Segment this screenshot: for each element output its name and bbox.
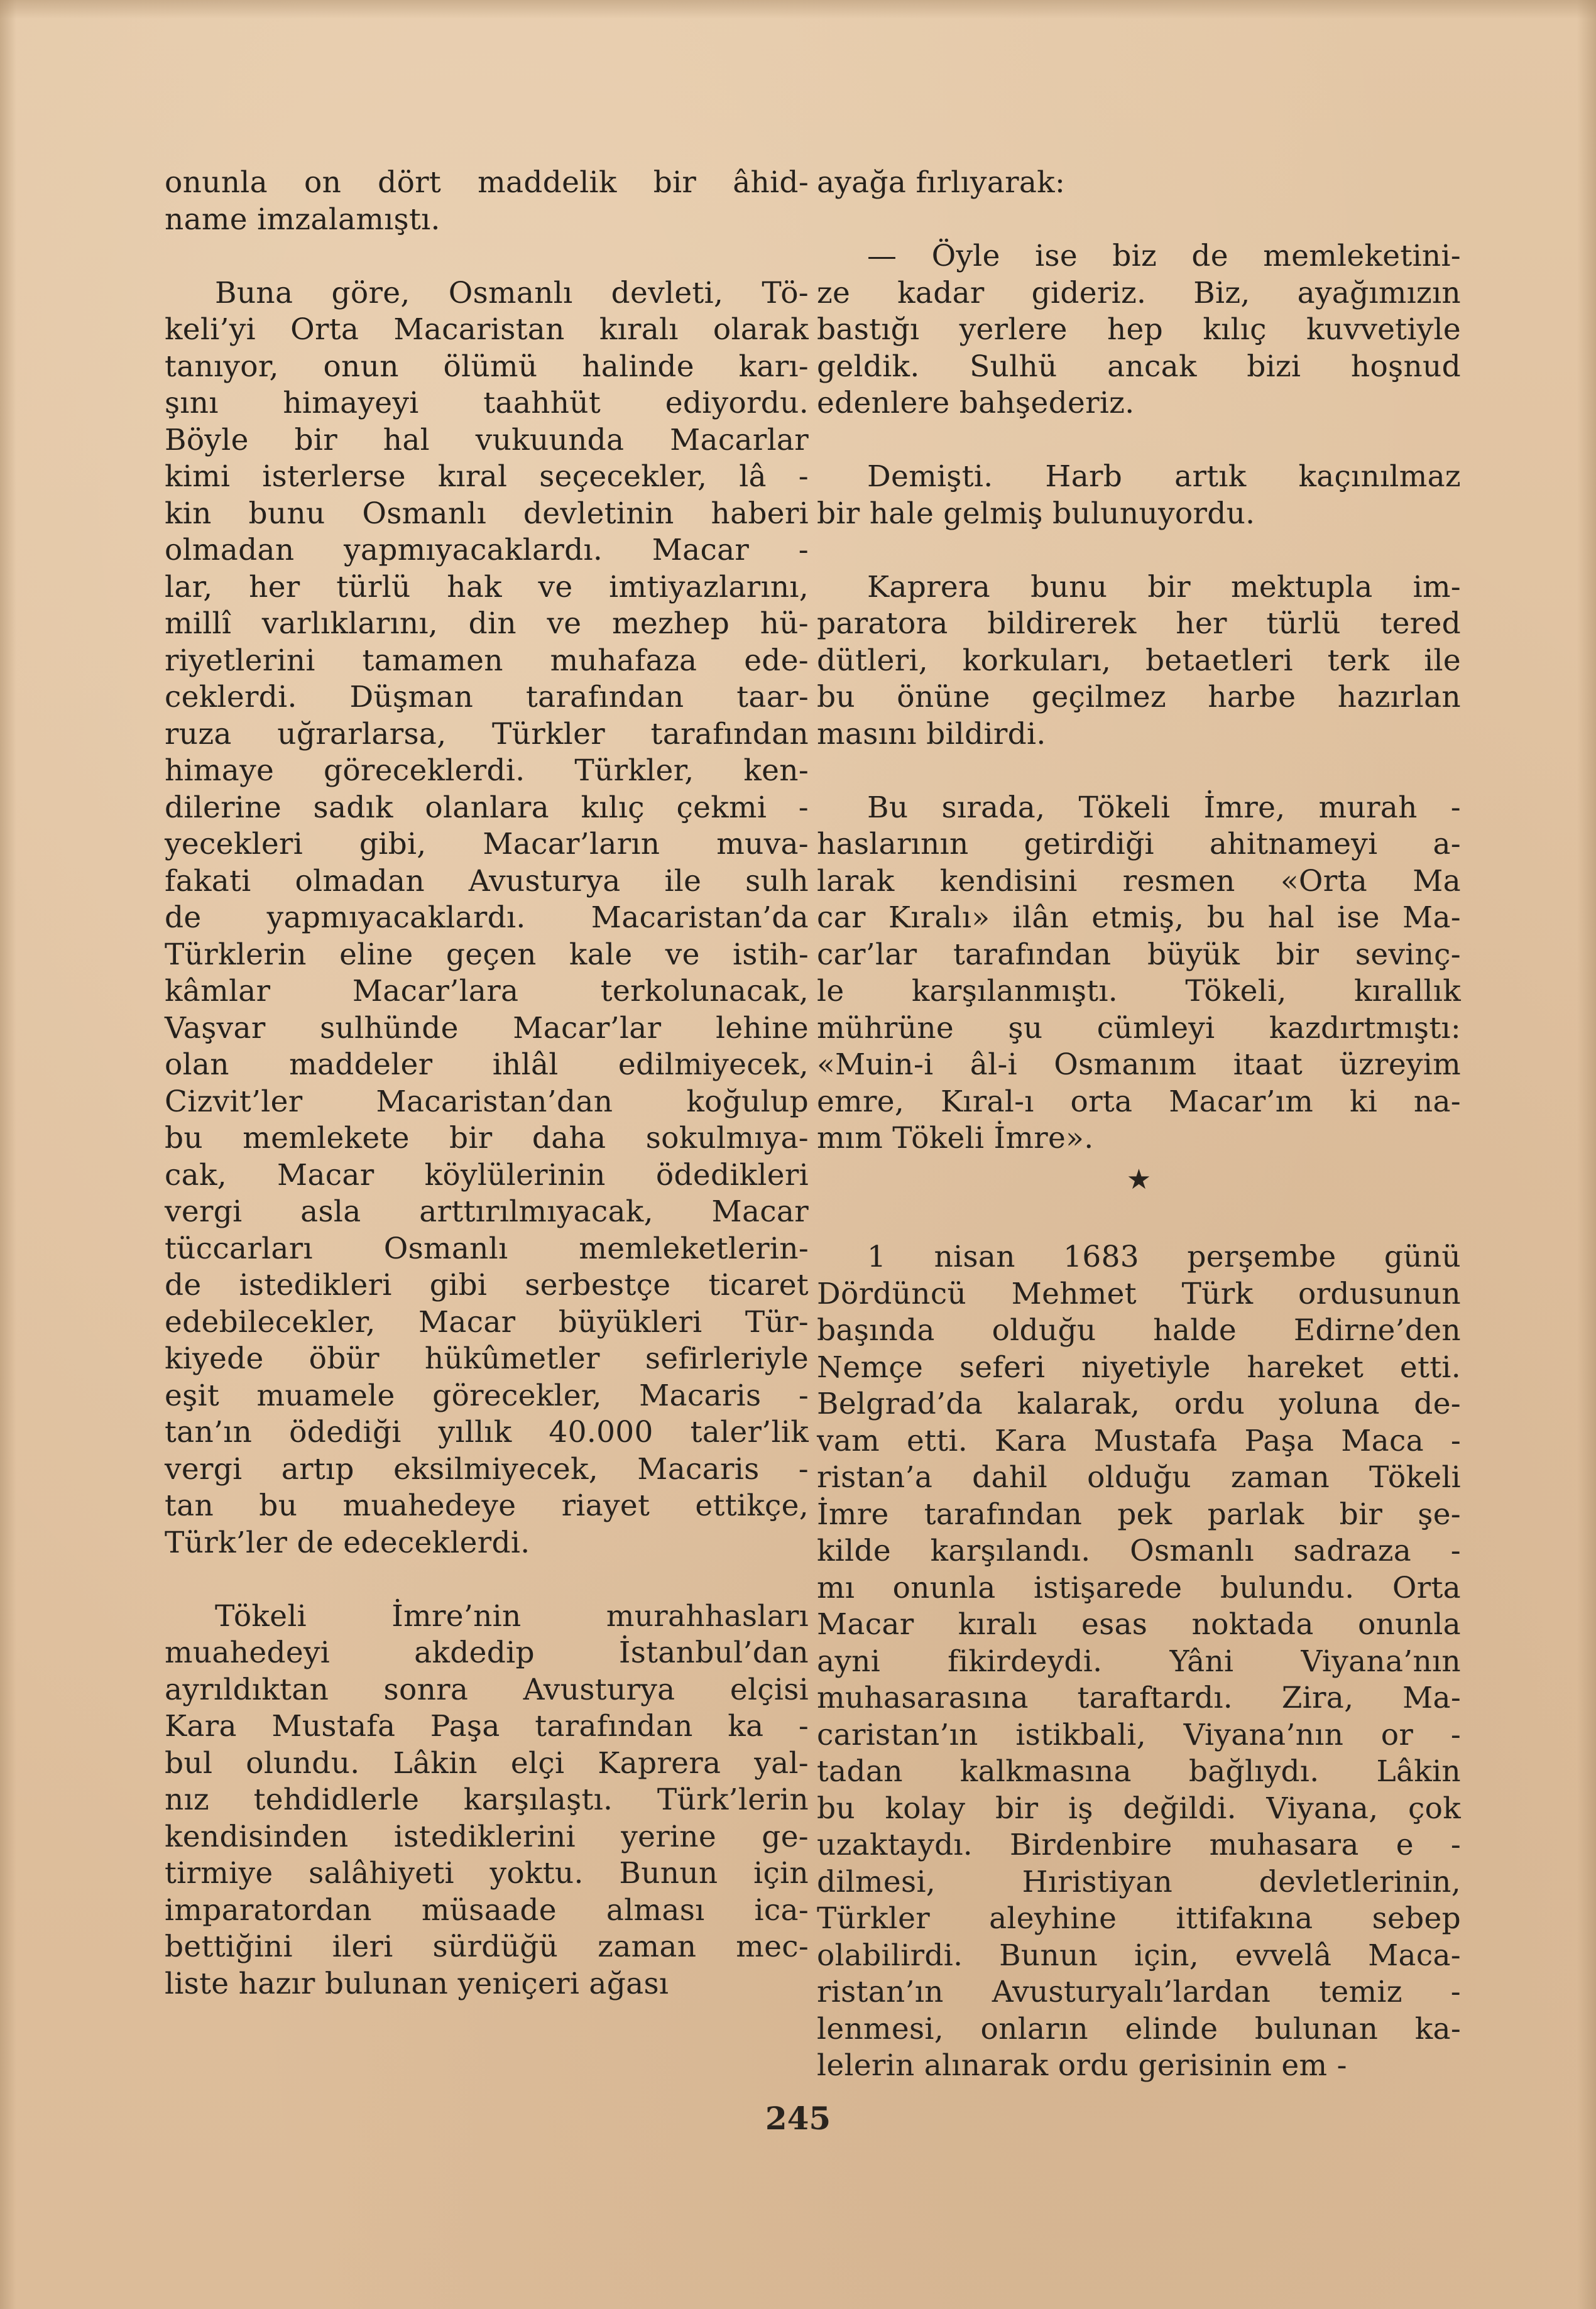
paragraph: [165, 165, 809, 238]
text-line: ceklerdi. Düşman tarafından taar-: [165, 680, 809, 714]
text-line: ze kadar gideriz. Biz, ayağımızın: [817, 275, 1461, 310]
text-line: fakati olmadan Avusturya ile sulh: [165, 863, 809, 898]
paragraph: [817, 1239, 1461, 2085]
text-line: himaye göreceklerdi. Türkler, ken-: [165, 753, 809, 788]
text-line: olabilirdi. Bunun için, evvelâ Maca-: [817, 1938, 1461, 1973]
text-line: dilerine sadık olanlara kılıç çekmi -: [165, 790, 809, 825]
text-line: eşit muamele görecekler, Macaris -: [165, 1378, 809, 1413]
text-line: Vaşvar sulhünde Macar’lar lehine: [165, 1010, 809, 1045]
text-line: Belgrad’da kalarak, ordu yoluna de-: [817, 1387, 1461, 1421]
right-column-upper-section: [817, 165, 1461, 1157]
text-line: Kara Mustafa Paşa tarafından ka -: [165, 1709, 809, 1744]
text-line: kâmlar Macar’lara terkolunacak,: [165, 974, 809, 1008]
paper-edge-shadow-top: [0, 0, 1596, 19]
text-line: Bu sırada, Tökeli İmre, murah -: [867, 790, 1461, 825]
text-line: muhasarasına taraftardı. Zira, Ma-: [817, 1681, 1461, 1715]
right-column-lower-section: [817, 1239, 1461, 2085]
paragraph: [165, 1598, 809, 2003]
text-line: de istedikleri gibi serbestçe ticaret: [165, 1268, 809, 1302]
text-line: bir hale gelmiş bulunuyordu.: [817, 496, 1255, 531]
paragraph-gap: [817, 1203, 1461, 1240]
text-line: haslarının getirdiği ahitnameyi a-: [817, 827, 1461, 861]
paragraph-gap: [817, 532, 1461, 569]
paragraph: [817, 459, 1461, 532]
paragraph: [165, 275, 809, 1562]
text-line: bul olundu. Lâkin elçi Kaprera yal-: [165, 1745, 809, 1781]
text-line: vergi artıp eksilmiyecek, Macaris -: [165, 1451, 809, 1487]
text-line: yecekleri gibi, Macar’ların muva-: [165, 827, 809, 861]
text-line: tan’ın ödediği yıllık 40.000 taler’lik: [165, 1415, 809, 1449]
paragraph-gap: [817, 202, 1461, 239]
text-line: dilmesi, Hıristiyan devletlerinin,: [817, 1864, 1461, 1899]
text-line: Dördüncü Mehmet Türk ordusunun: [817, 1276, 1461, 1311]
text-line: Demişti. Harb artık kaçınılmaz: [867, 459, 1461, 494]
text-line: bu memlekete bir daha sokulmıya-: [165, 1121, 809, 1155]
text-line: kendisinden istediklerini yerine ge-: [165, 1819, 809, 1854]
text-line: şını himayeyi taahhüt ediyordu.: [165, 386, 809, 420]
text-line: bu kolay bir iş değildi. Viyana, çok: [817, 1791, 1461, 1826]
text-line: olan maddeler ihlâl edilmiyecek,: [165, 1047, 809, 1082]
text-line: car’lar tarafından büyük bir sevinç-: [817, 937, 1461, 972]
text-line: bastığı yerlere hep kılıç kuvvetiyle: [817, 312, 1461, 347]
text-line: dütleri, korkuları, betaetleri terk ile: [817, 643, 1461, 678]
paragraph: [817, 790, 1461, 1157]
text-line: Böyle bir hal vukuunda Macarlar: [165, 422, 809, 457]
paper-edge-shadow-left: [0, 0, 16, 2309]
text-line: mı onunla istişarede bulundu. Orta: [817, 1570, 1461, 1605]
text-line: kilde karşılandı. Osmanlı sadraza -: [817, 1534, 1461, 1568]
text-line: onunla on dört maddelik bir âhid-: [165, 165, 809, 200]
text-line: emre, Kıral-ı orta Macar’ım ki na-: [817, 1084, 1461, 1119]
text-line: — Öyle ise biz de memleketini-: [867, 239, 1461, 273]
text-line: tirmiye salâhiyeti yoktu. Bunun için: [165, 1856, 809, 1891]
text-line: başında olduğu halde Edirne’den: [817, 1313, 1461, 1348]
paragraph-gap: [817, 753, 1461, 790]
text-line: cak, Macar köylülerinin ödedikleri: [165, 1157, 809, 1193]
paragraph-gap: [165, 1561, 809, 1598]
section-divider-star: ★: [1126, 1163, 1152, 1196]
text-line: mım Tökeli İmre».: [817, 1121, 1094, 1155]
text-line: millî varlıklarını, din ve mezhep hü-: [165, 606, 809, 641]
text-line: mührüne şu cümleyi kazdırtmıştı:: [817, 1010, 1461, 1045]
text-line: olmadan yapmıyacaklardı. Macar -: [165, 533, 809, 567]
text-line: lar, her türlü hak ve imtiyazlarını,: [165, 569, 809, 604]
text-line: bu önüne geçilmez harbe hazırlan: [817, 680, 1461, 714]
text-line: car Kıralı» ilân etmiş, bu hal ise Ma-: [817, 900, 1461, 935]
text-line: geldik. Sulhü ancak bizi hoşnud: [817, 349, 1461, 384]
text-line: ruza uğrarlarsa, Türkler tarafından: [165, 716, 809, 751]
text-line: «Muin-i âl-i Osmanım itaat üzreyim: [817, 1047, 1461, 1082]
text-line: bettiğini ileri sürdüğü zaman mec-: [165, 1930, 809, 1964]
text-line: kiyede öbür hükûmetler sefirleriyle: [165, 1341, 809, 1376]
text-line: caristan’ın istikbali, Viyana’nın or -: [817, 1717, 1461, 1752]
text-line: tüccarları Osmanlı memleketlerin-: [165, 1231, 809, 1266]
text-line: ayrıldıktan sonra Avusturya elçisi: [165, 1672, 809, 1707]
paragraph: [817, 165, 1461, 202]
text-line: muahedeyi akdedip İstanbul’dan: [165, 1635, 809, 1670]
text-line: kin bunu Osmanlı devletinin haberi: [165, 496, 809, 531]
text-line: uzaktaydı. Birdenbire muhasara e -: [817, 1828, 1461, 1862]
paragraph-gap: [165, 238, 809, 275]
page-number: 245: [765, 2100, 831, 2137]
text-line: Macar kıralı esas noktada onunla: [817, 1607, 1461, 1642]
left-text-column: [165, 165, 809, 2002]
text-line: liste hazır bulunan yeniçeri ağası: [165, 1966, 669, 2001]
text-line: Türkler aleyhine ittifakına sebep: [817, 1901, 1461, 1936]
text-line: ayni fikirdeydi. Yâni Viyana’nın: [817, 1644, 1461, 1679]
text-line: name imzalamıştı.: [165, 202, 440, 237]
text-line: tadan kalkmasına bağlıydı. Lâkin: [817, 1754, 1461, 1789]
text-line: vam etti. Kara Mustafa Paşa Maca -: [817, 1423, 1461, 1458]
text-line: Cizvit’ler Macaristan’dan koğulup: [165, 1084, 809, 1119]
paragraph: [817, 569, 1461, 753]
text-line: Buna göre, Osmanlı devleti, Tö-: [215, 275, 809, 310]
text-line: edebilecekler, Macar büyükleri Tür-: [165, 1304, 809, 1340]
text-line: Türk’ler de edeceklerdi.: [165, 1525, 530, 1560]
text-line: ristan’ın Avusturyalı’lardan temiz -: [817, 1975, 1461, 2009]
text-line: ayağa fırlıyarak:: [817, 165, 1066, 200]
paragraph: [817, 238, 1461, 422]
text-line: tanıyor, onun ölümü halinde karı-: [165, 349, 809, 384]
text-line: ristan’a dahil olduğu zaman Tökeli: [817, 1460, 1461, 1495]
text-line: İmre tarafından pek parlak bir şe-: [817, 1497, 1461, 1532]
text-line: kimi isterlerse kıral seçecekler, lâ -: [165, 459, 809, 494]
text-line: keli’yi Orta Macaristan kıralı olarak: [165, 312, 809, 347]
text-line: larak kendisini resmen «Orta Ma: [817, 863, 1461, 898]
text-line: Kaprera bunu bir mektupla im-: [867, 569, 1461, 604]
text-line: Tökeli İmre’nin murahhasları: [215, 1598, 809, 1634]
text-line: Nemçe seferi niyetiyle hareket etti.: [817, 1350, 1461, 1385]
text-line: edenlere bahşederiz.: [817, 386, 1135, 420]
text-line: Türklerin eline geçen kale ve istih-: [165, 937, 809, 972]
right-text-column: [817, 165, 1461, 2085]
text-line: le karşılanmıştı. Tökeli, kırallık: [817, 974, 1461, 1008]
text-line: lenmesi, onların elinde bulunan ka-: [817, 2011, 1461, 2046]
paragraph-gap: [817, 422, 1461, 459]
text-line: tan bu muahedeye riayet ettikçe,: [165, 1488, 809, 1523]
text-line: lelerin alınarak ordu gerisinin em -: [817, 2048, 1347, 2083]
paper-edge-shadow-right: [1577, 0, 1596, 2309]
text-line: imparatordan müsaade alması ica-: [165, 1892, 809, 1928]
text-line: masını bildirdi.: [817, 716, 1046, 751]
text-line: 1 nisan 1683 perşembe günü: [867, 1240, 1461, 1274]
text-line: vergi asla arttırılmıyacak, Macar: [165, 1194, 809, 1229]
text-line: de yapmıyacaklardı. Macaristan’da: [165, 900, 809, 935]
text-line: riyetlerini tamamen muhafaza ede-: [165, 643, 809, 678]
text-line: nız tehdidlerle karşılaştı. Türk’lerin: [165, 1782, 809, 1817]
text-line: paratora bildirerek her türlü tered: [817, 606, 1461, 641]
